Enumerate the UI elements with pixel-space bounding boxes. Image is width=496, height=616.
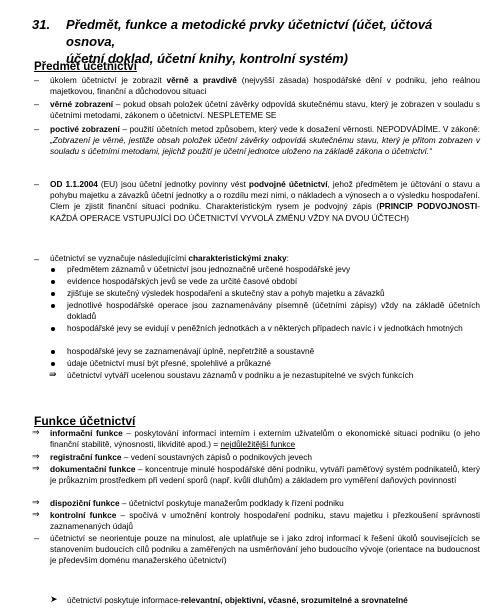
item-underlined: nejdůležitější funkce xyxy=(220,439,296,450)
double-arrow-icon: ⇒ xyxy=(32,509,40,519)
feature-item: evidence hospodářských jevů se vede za určité časové období xyxy=(67,276,298,286)
item-bold: charakteristickými znaky xyxy=(188,253,287,263)
bullet-dot xyxy=(51,292,55,296)
bullet-dot xyxy=(51,327,55,331)
list-item xyxy=(50,179,480,224)
list-item xyxy=(50,99,480,121)
item-text: (EU) jsou účetní jednotky povinny vést xyxy=(97,179,249,189)
arrow-item: účetnictví vytváří ucelenou soustavu záznamů v podniku a je nezastupitelné ve svých funkcích xyxy=(67,370,414,380)
bullet-dot xyxy=(51,280,55,284)
item-bold: poctivé zobrazení xyxy=(50,124,120,134)
item-text: úkolem účetnictví je zobrazit xyxy=(50,75,167,85)
item-bold: relevantní, objektivní, včasné, srozumitelné a srovnatelné xyxy=(180,595,408,605)
dash-bullet: – xyxy=(34,99,40,109)
item-bold: věrně a pravdivě xyxy=(166,75,237,85)
item-text: (nejvyšší zásada) hospodářské dění v podniku, jeho reálnou majetkovou, finanční a důchodovou situaci xyxy=(50,75,481,97)
dash-bullet: – xyxy=(34,254,40,264)
dash-bullet: – xyxy=(34,179,40,189)
feature-item: zjišťuje se skutečný výsledek hospodaření a skutečný stav a pohyb majetku a závazků xyxy=(67,288,385,298)
item-bold: informační funkce xyxy=(50,428,123,438)
function-item xyxy=(50,498,480,509)
feature-item: předmětem záznamů v účetnictví jsou jednoznačně určené hospodářské jevy xyxy=(67,264,351,274)
item-text: – pokud obsah položek účetní závěrky odpovídá skutečnému stavu, který je zobrazen v souladu s účetními metodami, zákonem o účetnictví. NESPLETEME SE xyxy=(50,99,480,121)
law-quote: „Zobrazení je věrné, jestliže obsah položek účetní závěrky odpovídá skutečnému stavu, který je přitom zobrazen v souladu s účetními metodami, jejichž použití je účetní jednotce uloženo na základě zákona o účetnictví.“ xyxy=(50,135,480,157)
item-bold: podvojné účetnictví xyxy=(248,179,328,189)
item-text: účetnictví se vyznačuje následujícími xyxy=(50,253,189,263)
item-text: : xyxy=(286,253,289,263)
item-text: – poskytování informací interním i externím uživatelům o ekonomické situaci podniku (o jeho finanční stabilitě, výnosnosti, likvidité apod.) = xyxy=(50,428,480,450)
list-item xyxy=(50,75,480,97)
feature-item: hospodářské jevy se zaznamenávají úplně, nepřetržitě a soustavně xyxy=(67,346,315,356)
title-line-2: účetní doklad, účetní knihy, kontrolní systém) xyxy=(66,51,348,66)
item-bold: věrné zobrazení xyxy=(50,99,114,109)
double-arrow-icon: ⇒ xyxy=(32,497,40,507)
item-text: – spočívá v umožnění kontroly hospodaření podniku, stavu majetku i přezkoušení správnosti zaznamenaných údajů xyxy=(50,510,480,532)
function-item xyxy=(50,428,480,450)
dash-bullet: – xyxy=(34,124,40,134)
item-bold: registrační funkce xyxy=(50,452,122,462)
item-bold: kontrolní funkce xyxy=(50,510,117,520)
characteristics-intro xyxy=(50,253,480,264)
double-arrow-icon: ⇒ xyxy=(32,451,40,461)
function-item xyxy=(50,510,480,532)
bullet-dot xyxy=(51,362,55,366)
item-bold: dispoziční funkce xyxy=(50,498,120,508)
arrow-bullet-icon: ⇛ xyxy=(49,369,57,379)
function-item xyxy=(50,452,480,463)
item-text: – použití účetních metod způsobem, který vede k dosažení věrnosti. NEPODVÁDÍME. V zákoně: xyxy=(119,124,480,134)
double-arrow-icon: ⇒ xyxy=(32,463,40,473)
function-item xyxy=(50,464,480,486)
feature-item: hospodářské jevy se evidují v peněžních jednotkách a v některých případech navíc i v jednotkách hmotných xyxy=(67,323,463,333)
section-heading-predmet: Předmět účetnictví xyxy=(34,61,137,73)
item-text: – vedení soustavných zápisů o podnikových jevech xyxy=(121,452,312,462)
item-text: účetnictví poskytuje informace- xyxy=(67,595,181,605)
bullet-dot xyxy=(51,304,55,308)
item-bold: dokumentační funkce xyxy=(50,464,136,474)
title-number: 31. xyxy=(32,17,51,32)
item-bold: OD 1.1.2004 xyxy=(50,179,98,189)
double-arrow-icon: ⇒ xyxy=(32,427,40,437)
bullet-dot xyxy=(51,268,55,272)
summary-item xyxy=(67,595,480,606)
item-text: – koncentruje minulé hospodářské dění podniku, vytváří paměťový systém podnikatelů, který je průkazním prostředkem při vedení sporů (např. kvůli dluhům) a základem pro vyměření daňových povinností xyxy=(50,464,481,486)
future-orientation-item: účetnictví se neorientuje pouze na minulost, ale uplatňuje se i jako zdroj informací k řešení úkolů souvisejících se stanovením budoucích cílů podniku a zaměřených na usměrňování jeho budoucího vývoje (orientace na budoucnost je především doménu manažerského účetnictví) xyxy=(50,533,480,566)
dash-bullet: – xyxy=(34,533,40,543)
title-line-1: Předmět, funkce a metodické prvky účetnictví (účet, účtová osnova, xyxy=(66,17,433,49)
feature-item: jednotlivé hospodářské operace jsou zaznamenávány písemně (účetními zápisy) vždy na základě účetních dokladů xyxy=(67,300,480,322)
item-bold: PRINCIP PODVOJNOSTI xyxy=(379,201,478,212)
item-text: , jehož předmětem je účtování o stavu a pohybu majetku a závazků účetní jednotky a o rozdílu mezi nimi, o nákladech a výnosech a o výsledku hospodaření. Clem je zjistit finanční situaci podniku. Charakteristickým rysem je podvojný zápis ( xyxy=(50,179,480,212)
list-item xyxy=(50,124,480,158)
dash-bullet: – xyxy=(34,75,40,85)
item-text: -KAŽDÁ OPERACE VSTUPUJÍCÍ DO ÚČETNICTVÍ VYVOLÁ ZMĚNU VŽDY NA DVOU ÚČTECH) xyxy=(50,201,480,223)
section-heading-funkce: Funkce účetnictví xyxy=(34,414,136,428)
bullet-dot xyxy=(51,350,55,354)
feature-item: údaje účetnictví musí být přesné, spolehlivé a průkazné xyxy=(67,358,271,368)
item-text: – účetnictví poskytuje manažerům podklady k řízení podniku xyxy=(119,498,344,508)
arrowhead-bullet-icon: ➤ xyxy=(50,594,58,604)
